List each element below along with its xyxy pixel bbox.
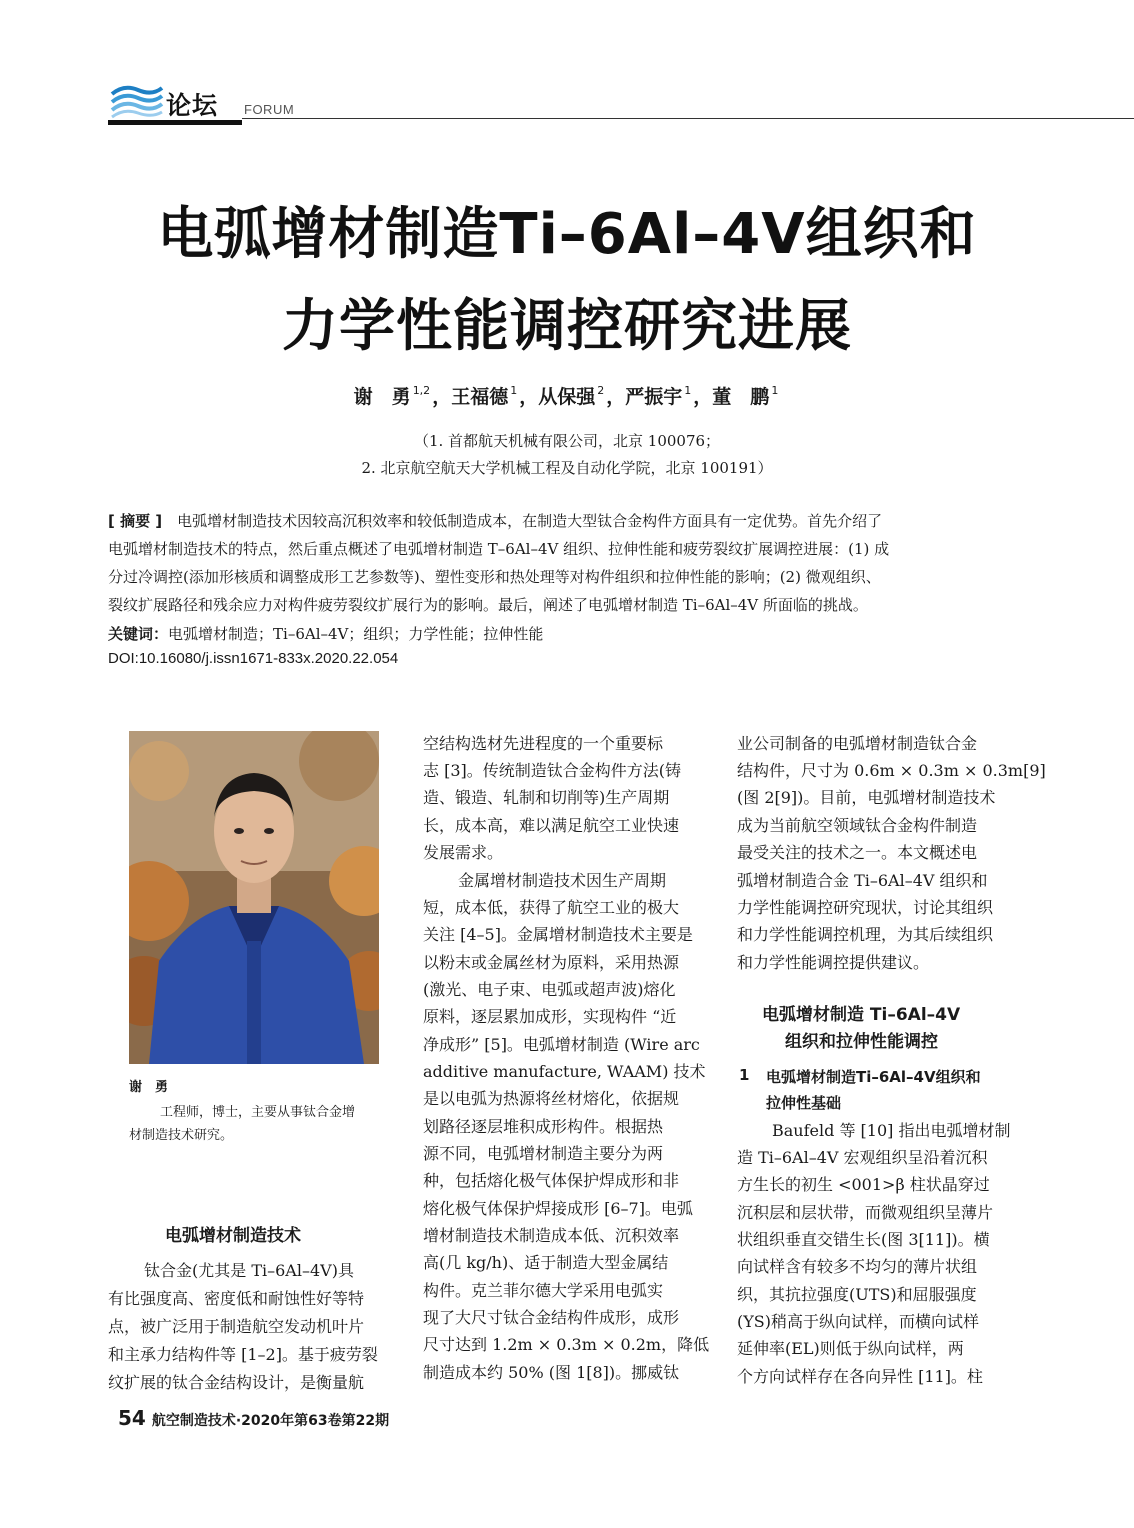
body-text-line: 现了大尺寸钛合金结构件成形，成形 [423,1308,680,1327]
subsection-heading: 拉伸性基础 [766,1094,842,1112]
body-text-line: 空结构选材先进程度的一个重要标 [423,734,664,753]
author-list: 谢 勇 $^{1,2}$ ，王福德 $^1$ ，从保强 $^2$ ，严振宇 $^1$ ，董 鹏 $^1$ [353,384,779,408]
forum-logo-icon [108,80,164,120]
author-affiliation-mark: 1 [684,384,692,397]
photo-caption-text: 材制造技术研究。 [129,1128,234,1143]
body-text-line: 向试样含有较多不均匀的薄片状组 [737,1257,978,1276]
body-text-line: Baufeld 等 [10] 指出电弧增材制 [772,1121,1011,1140]
body-text-line: 以粉末或金属丝材为原料，采用热源 [423,953,680,972]
author-name: 谢 勇 [353,386,411,408]
affiliation-line: 2. 北京航空航天大学机械工程及自动化学院，北京 100191） [361,459,773,477]
body-text-line: 净成形” [5]。电弧增材制造 (Wire arc [423,1035,700,1054]
keywords-text: 电弧增材制造；Ti–6Al–4V；组织；力学性能；拉伸性能 [168,625,544,643]
body-text-line: 金属增材制造技术因生产周期 [458,871,667,890]
body-text-line: 有比强度高、密度低和耐蚀性好等特 [108,1289,365,1308]
body-text-line: 是以电弧为热源将丝材熔化，依据规 [423,1089,680,1108]
article-title-line-2: 力学性能调控研究进展 [282,294,852,359]
body-text-line: 方生长的初生 <001>β 柱状晶穿过 [737,1175,990,1194]
body-text-line: 钛合金(尤其是 Ti–6Al–4V)具 [144,1261,354,1280]
section-heading: 电弧增材制造 Ti–6Al–4V [762,1005,961,1025]
body-text-line: 源不同，电弧增材制造主要分为两 [423,1144,664,1163]
body-text-line: 构件。克兰菲尔德大学采用电弧实 [423,1281,664,1300]
body-text-line: 沉积层和层状带，而微观组织呈薄片 [737,1203,994,1222]
page-number: 54 [118,1406,146,1430]
abstract-line: 分过冷调控(添加形核质和调整成形工艺参数等)、塑性变形和热处理等对构件组织和拉伸性能的影响；(2) 微观组织、 [108,568,881,586]
body-text-line: (激光、电子束、电弧或超声波)熔化 [423,980,676,999]
body-text-line: 关注 [4–5]。金属增材制造技术主要是 [423,925,693,944]
body-text-line: 弧增材制造合金 Ti–6Al–4V 组织和 [737,871,988,890]
abstract-label: [ 摘要 ] [108,512,163,530]
author-affiliation-mark: 2 [597,384,605,397]
header-rule [108,120,242,125]
body-text-line: (图 2[9])。目前，电弧增材制造技术 [737,788,996,807]
body-text-line: 和主承力结构件等 [1–2]。基于疲劳裂 [108,1345,378,1364]
author-name: 从保强 [538,386,596,408]
abstract-line [108,508,1028,534]
body-text-line: 短，成本低，获得了航空工业的极大 [423,898,680,917]
keywords-line [108,621,1028,647]
author-affiliation-mark: 1 [510,384,518,397]
section-title: 论坛 [166,91,219,120]
author-affiliation-mark: 1,2 [412,384,431,397]
header-divider [242,118,1134,119]
body-text-line: 最受关注的技术之一。本文概述电 [737,843,978,862]
body-text-line: 志 [3]。传统制造钛合金构件方法(铸 [423,761,681,780]
author-name: 严振宇 [625,386,683,408]
body-text-line: 高(几 kg/h)、适于制造大型金属结 [423,1253,669,1272]
abstract-line: 电弧增材制造技术的特点，然后重点概述了电弧增材制造 T–6Al–4V 组织、拉伸性能和疲劳裂纹扩展调控进展：(1) 成 [108,540,890,558]
body-text-line: 和力学性能调控机理，为其后续组织 [737,925,994,944]
subsection-number: 1 [739,1066,750,1084]
body-text-line: 长，成本高，难以满足航空工业快速 [423,816,680,835]
author-name: 王福德 [451,386,509,408]
body-text-line: 力学性能调控研究现状，讨论其组织 [737,898,994,917]
body-text-line: 业公司制备的电弧增材制造钛合金 [737,734,978,753]
keywords-label: 关键词： [108,625,169,643]
body-text-line: 造 Ti–6Al–4V 宏观组织呈沿着沉积 [737,1148,988,1167]
body-text-line: additive manufacture, WAAM) 技术 [423,1062,706,1081]
abstract-line: 裂纹扩展路径和残余应力对构件疲劳裂纹扩展行为的影响。最后，阐述了电弧增材制造 Ti–6Al–4V 所面临的挑战。 [108,596,868,614]
section-title-en: FORUM [244,102,295,117]
photo-caption-text: 工程师，博士，主要从事钛合金增 [160,1105,356,1120]
journal-citation: 航空制造技术·2020年第63卷第22期 [151,1413,390,1429]
affiliation-line: （1. 首都航天机械有限公司，北京 100076； [413,432,721,450]
body-text-line: 熔化极气体保护焊接成形 [6–7]。电弧 [423,1199,693,1218]
body-text-line: 发展需求。 [423,843,504,862]
body-text-line: 织，其抗拉强度(UTS)和屈服强度 [737,1285,977,1304]
section-heading: 组织和拉伸性能调控 [785,1032,938,1052]
body-text-line: 点，被广泛用于制造航空发动机叶片 [108,1317,365,1336]
article-title-line-1: 电弧增材制造Ti–6Al–4V组织和 [157,202,977,267]
body-text-line: 延伸率(EL)则低于纵向试样，两 [737,1339,964,1358]
body-text-line: 状组织垂直交错生长(图 3[11])。横 [737,1230,990,1249]
page-footer [118,1406,389,1430]
body-text-line: 划路径逐层堆积成形构件。根据热 [423,1117,664,1136]
body-text-line: 种，包括熔化极气体保护焊成形和非 [423,1171,680,1190]
author-affiliation-mark: 1 [771,384,779,397]
body-text-line: 成为当前航空领域钛合金构件制造 [737,816,978,835]
body-text-line: 原料，逐层累加成形，实现构件 “近 [423,1007,677,1026]
body-text-line: 增材制造技术制造成本低、沉积效率 [423,1226,680,1245]
photo-caption-name: 谢 勇 [129,1080,169,1095]
body-text-line: 个方向试样存在各向异性 [11]。柱 [737,1367,983,1386]
author-name: 董 鹏 [712,386,770,408]
abstract-text: 电弧增材制造技术因较高沉积效率和较低制造成本，在制造大型钛合金构件方面具有一定优势。首先介绍了 [177,512,883,530]
body-text-line: (YS)稍高于纵向试样，而横向试样 [737,1312,980,1331]
section-heading: 电弧增材制造技术 [165,1226,301,1246]
body-text-line: 造、锻造、轧制和切削等)生产周期 [423,788,670,807]
author-photo [129,731,379,1064]
body-text-line: 制造成本约 50% (图 1[8])。挪威钛 [423,1363,680,1382]
subsection-heading: 电弧增材制造Ti–6Al–4V组织和 [766,1068,981,1086]
body-text-line: 纹扩展的钛合金结构设计，是衡量航 [108,1373,365,1392]
doi-text: DOI:10.16080/j.issn1671-833x.2020.22.054 [108,650,399,667]
body-text-line: 尺寸达到 1.2m × 0.3m × 0.2m，降低 [423,1335,710,1354]
body-text-line: 和力学性能调控提供建议。 [737,953,930,972]
body-text-line: 结构件，尺寸为 0.6m × 0.3m × 0.3m[9] [737,761,1046,780]
